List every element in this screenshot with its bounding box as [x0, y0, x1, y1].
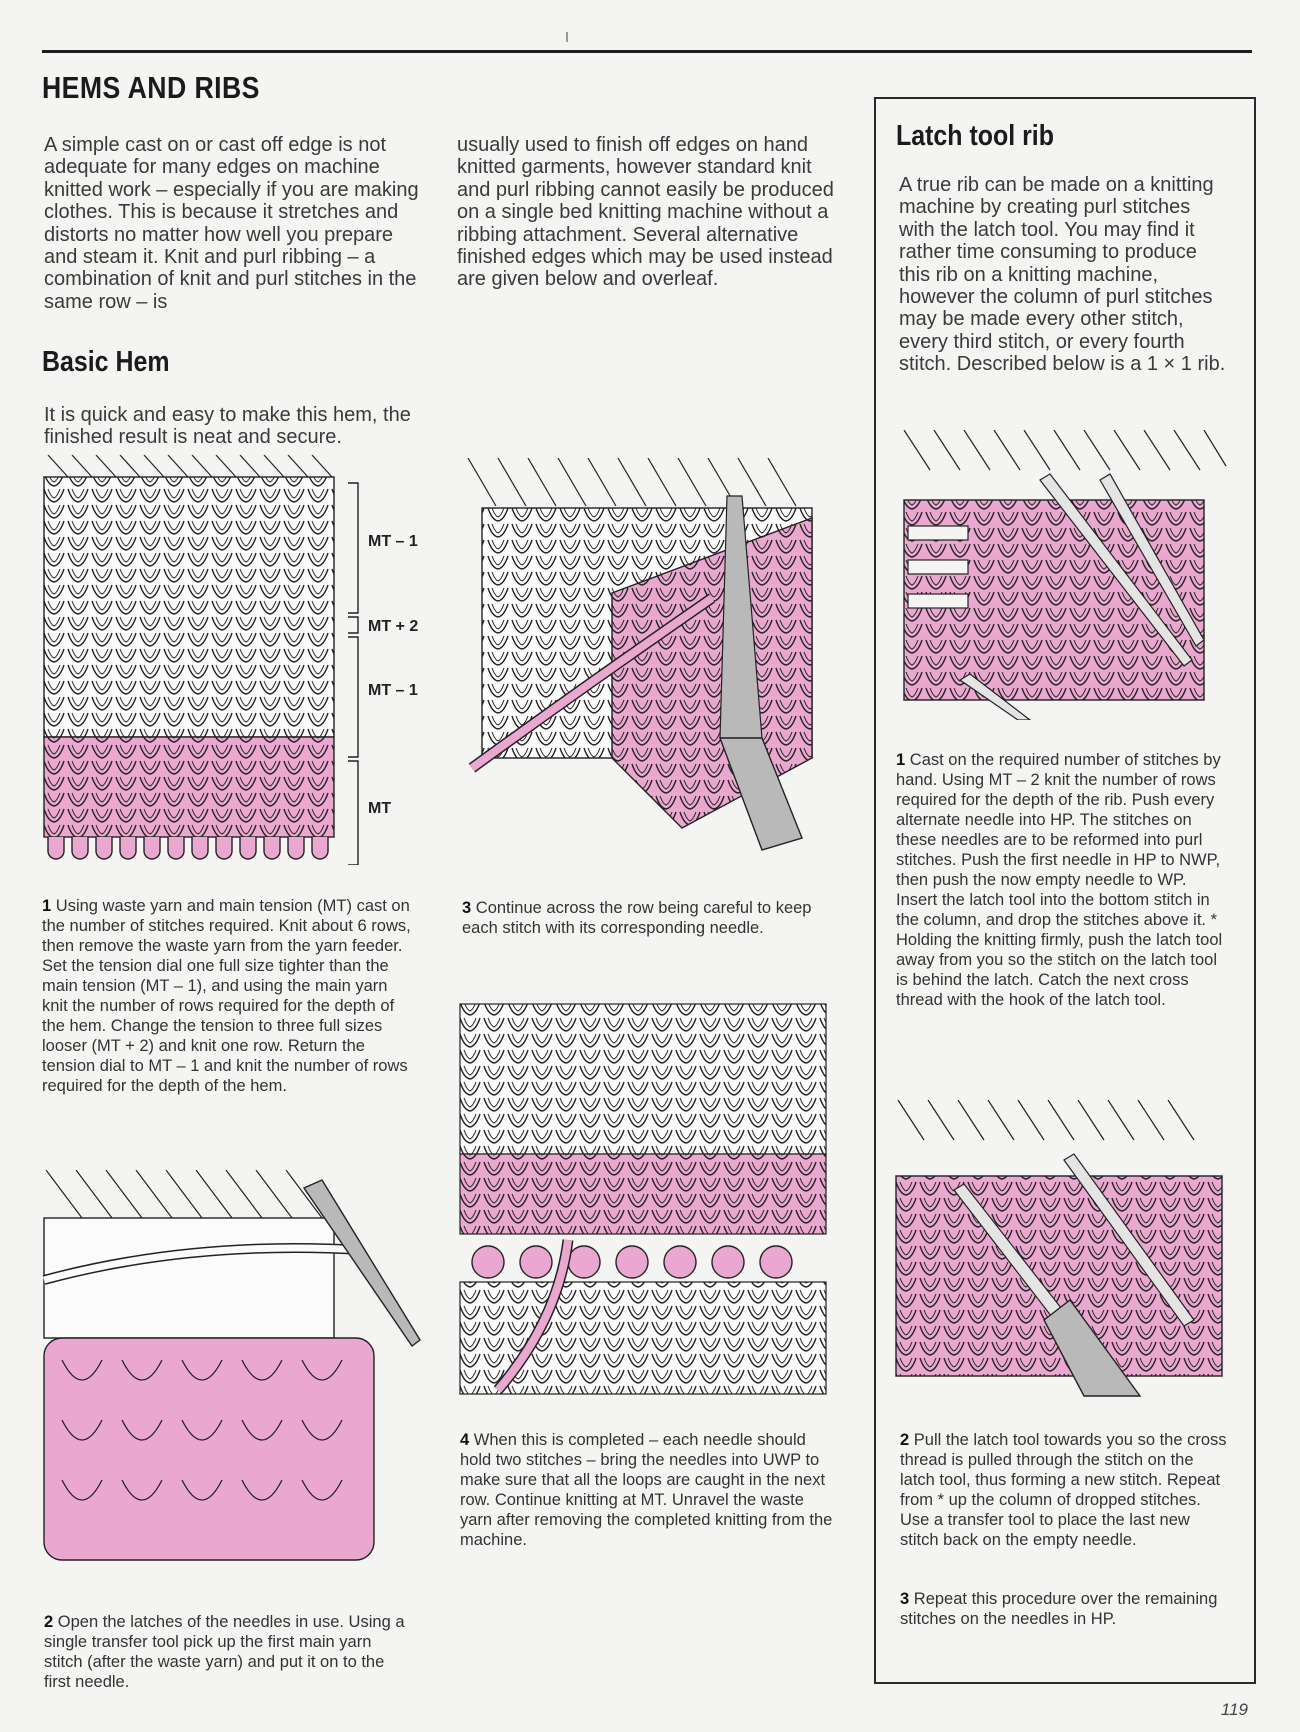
- latch-rib-step-2: 2 Pull the latch tool towards you so the cross thread is pulled through the stitch on the latch tool, thus forming a new stitch. Repeat from * up the column of dropped stitches. Use a transfer tool to place the last new stitch back on the empty needle.: [900, 1431, 1227, 1549]
- page-number: 119: [1220, 1700, 1248, 1719]
- latch-tool-rib-heading: Latch tool rib: [896, 120, 1054, 152]
- tension-label-mt-plus-2: MT + 2: [368, 618, 419, 635]
- intro-column-2: usually used to finish off edges on hand knitted garments, however standard knit and purl ribbing cannot easily be produced on a single bed knitting machine without a ribbing attachment. Several alternative finished edges which may be used instead are given below and overleaf.: [457, 134, 834, 291]
- header-rule: [42, 50, 1252, 53]
- hem-step-2: 2 Open the latches of the needles in use. Using a single transfer tool pick up the first main yarn stitch (after the waste yarn) and put it on to the first needle.: [44, 1613, 405, 1691]
- tension-label-mt: MT: [368, 800, 392, 817]
- latch-rib-step-1: 1 Cast on the required number of stitches by hand. Using MT – 2 knit the number of rows required for the depth of the rib. Push every alternate needle into HP. The stitches on these needles are to be reformed into purl stitches. Push the first needle in HP to NWP, then push the now empty needle to WP. Insert the latch tool into the bottom stitch in the column, and drop the stitches above it. * Holding the knitting firmly, push the latch tool away from you so the stitch on the latch tool is behind the latch. Catch the next cross thread with the hook of the latch tool.: [896, 751, 1223, 1009]
- hem-step-3-figure: [462, 458, 842, 858]
- latch-rib-step-1-figure: [900, 430, 1230, 720]
- tension-label-mt-minus-1-bottom: MT – 1: [368, 682, 418, 699]
- hem-step-1: 1 Using waste yarn and main tension (MT) cast on the number of stitches required. Knit about 6 rows, then remove the waste yarn from the yarn feeder. Set the tension dial one full size tighter than the main tension (MT – 1), and using the main yarn knit the number of rows required for the depth of the hem. Change the tension to three full sizes looser (MT + 2) and knit one row. Return the tension dial to MT – 1 and knit the number of rows required for the depth of the hem.: [42, 897, 411, 1095]
- basic-hem-intro: It is quick and easy to make this hem, the finished result is neat and secure.: [44, 404, 411, 449]
- gutter-mark: [566, 32, 568, 42]
- hem-step-4-figure: [458, 1000, 830, 1396]
- hem-step-4: 4 When this is completed – each needle should hold two stitches – bring the needles into UWP to make sure that all the loops are caught in the next row. Continue knitting at MT. Unravel the waste yarn after removing the completed knitting from the machine.: [460, 1431, 833, 1549]
- latch-tool-rib-intro: A true rib can be made on a knitting machine by creating purl stitches with the latch tool. You may find it rather time consuming to produce this rib on a knitting machine, however the column of purl stitches may be made every other stitch, every third stitch, or every fourth stitch. Described below is a 1 × 1 rib.: [899, 174, 1226, 376]
- basic-hem-heading: Basic Hem: [42, 346, 170, 378]
- tension-label-mt-minus-1-top: MT – 1: [368, 533, 418, 550]
- latch-rib-step-3: 3 Repeat this procedure over the remaining stitches on the needles in HP.: [900, 1590, 1218, 1628]
- page-title: HEMS AND RIBS: [42, 70, 260, 105]
- intro-column-1: A simple cast on or cast off edge is not adequate for many edges on machine knitted work – especially if you are making clothes. This is because it stretches and distorts no matter how well you prepare and steam it. Knit and purl ribbing – a combination of knit and purl stitches in the same row – is: [44, 134, 419, 313]
- hem-step-3: 3 Continue across the row being careful to keep each stitch with its corresponding needle.: [462, 899, 812, 937]
- hem-step-2-figure: [42, 1170, 422, 1575]
- latch-rib-step-2-figure: [894, 1100, 1230, 1400]
